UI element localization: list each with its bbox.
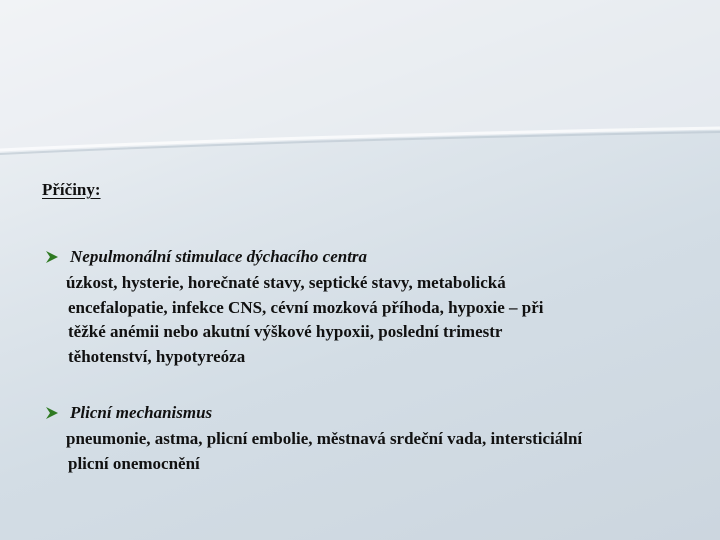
arrow-bullet-icon [44,249,60,265]
bullet-line: úzkost, hysterie, horečnaté stavy, septické stavy, metabolická [66,273,506,292]
bullet-title: Plicní mechanismus [70,403,213,422]
bullet-line: plicní onemocnění [68,453,200,473]
bullet-line: pneumonie, astma, plicní embolie, městnavá srdeční vada, intersticiální [66,429,583,448]
bullet-head [44,402,704,424]
bullet-line: encefalopatie, infekce CNS, cévní mozková příhoda, hypoxie – při [68,297,544,317]
bullet-line: těhotenství, hypotyreóza [68,346,246,366]
bullet-text [68,427,688,476]
bullet-line: těžké anémii nebo akutní výškové hypoxii, poslední trimestr [68,322,503,342]
bullet-head [44,246,704,268]
bullet-title: Nepulmonální stimulace dýchacího centra [70,247,368,266]
bullet-item [44,402,704,476]
slide-heading: Příčiny: [42,180,101,199]
bullet-text [68,271,688,369]
arrow-bullet-icon [44,405,60,421]
bullet-item [44,246,704,369]
